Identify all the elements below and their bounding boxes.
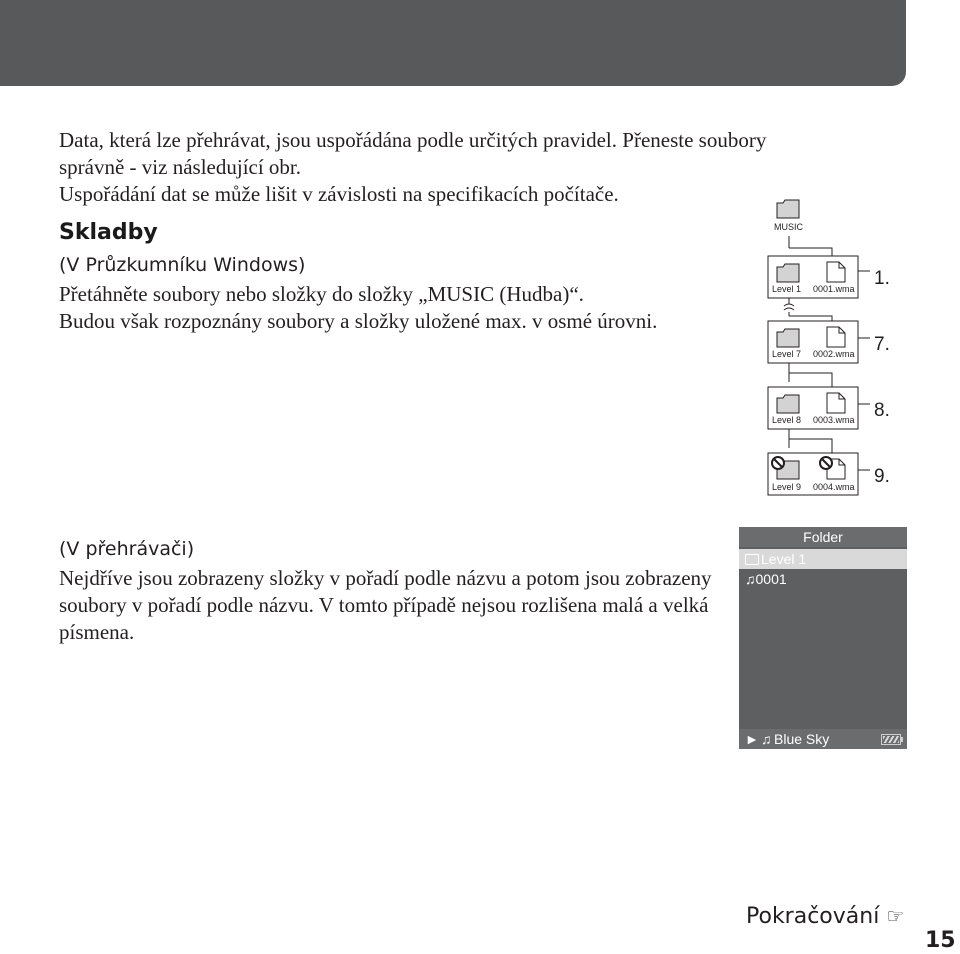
now-playing-title: Blue Sky	[774, 731, 830, 747]
tree-file-label-7: 0002.wma	[813, 349, 855, 359]
player-paragraph	[59, 565, 739, 646]
tree-number-8: 8.	[874, 400, 890, 421]
intro-text	[59, 127, 859, 208]
folder-tree-diagram	[760, 192, 900, 502]
player-status-bar	[739, 729, 907, 749]
music-folder-icon	[777, 200, 799, 218]
player-row-label: 0001	[755, 571, 787, 587]
intro-line-3: Uspořádání dat se může lišit v závislosti na specifikacích počítače.	[59, 182, 619, 206]
player-title: Folder	[739, 527, 907, 547]
tree-file-label-8: 0003.wma	[813, 415, 855, 425]
player-line-1: Nejdříve jsou zobrazeny složky v pořadí podle názvu a potom jsou zobrazeny	[59, 566, 712, 590]
folder-icon	[745, 554, 759, 565]
explorer-paragraph	[59, 281, 739, 335]
tree-number-9: 9.	[874, 466, 890, 487]
player-row-folder[interactable]	[739, 549, 907, 569]
tree-file-label-9: 0004.wma	[813, 482, 855, 492]
player-row-label: Level 1	[761, 551, 807, 567]
continue-label: Pokračování	[746, 904, 880, 929]
tree-root-label: MUSIC	[774, 222, 803, 232]
tree-file-label-1: 0001.wma	[813, 284, 855, 294]
continue-link[interactable]	[746, 904, 904, 929]
player-row-file[interactable]	[739, 569, 907, 589]
tree-folder-label-1: Level 1	[772, 284, 802, 294]
pointing-hand-icon: ☞	[886, 904, 905, 928]
tree-folder-label-8: Level 8	[772, 415, 802, 425]
explorer-line-1: Přetáhněte soubory nebo složky do složky „MUSIC (Hudba)“.	[59, 282, 584, 306]
intro-line-2: správně - viz následující obr.	[59, 155, 302, 179]
tree-number-1: 1.	[874, 268, 890, 289]
section-title: Skladby	[59, 220, 158, 245]
tree-folder-label-9: Level 9	[772, 482, 802, 492]
explorer-line-2: Budou však rozpoznány soubory a složky uložené max. v osmé úrovni.	[59, 309, 658, 333]
music-note-icon: ♫	[761, 731, 772, 747]
tree-number-7: 7.	[874, 334, 890, 355]
tree-folder-label-7: Level 7	[772, 349, 802, 359]
play-icon: ►	[745, 731, 759, 747]
player-screen	[739, 527, 907, 749]
header-band	[0, 0, 906, 86]
page-number: 15	[925, 928, 956, 953]
player-line-2: soubory v pořadí podle názvu. V tomto případě nejsou rozlišena malá a velká	[59, 593, 709, 617]
music-note-icon: ♫	[745, 571, 756, 587]
player-subtitle: (V přehrávači)	[59, 538, 195, 560]
intro-line-1: Data, která lze přehrávat, jsou uspořádána podle určitých pravidel. Přeneste soubory	[59, 128, 767, 152]
explorer-subtitle: (V Průzkumníku Windows)	[59, 254, 306, 276]
battery-icon	[881, 734, 901, 745]
player-line-3: písmena.	[59, 620, 135, 644]
